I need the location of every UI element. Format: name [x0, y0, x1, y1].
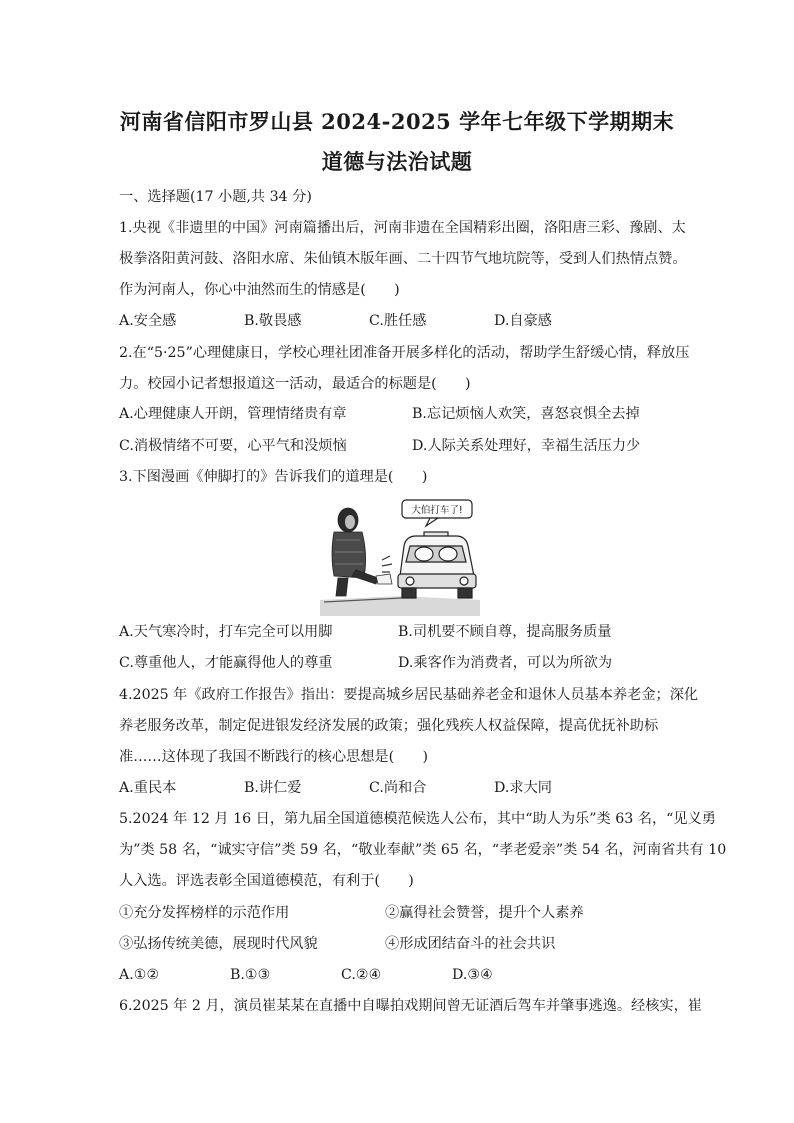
q1-line-3: 作为河南人，你心中油然而生的情感是( ) [119, 282, 400, 298]
cartoon-image [320, 496, 480, 616]
q4-line-2: 养老服务改革，制定促进银发经济发展的政策；强化残疾人权益保障，提高优抚补助标 [119, 718, 659, 734]
q1-line-1: 1.央视《非遗里的中国》河南篇播出后，河南非遗在全国精彩出圈，洛阳唐三彩、豫剧、太 [119, 220, 686, 236]
q6-line-1: 6.2025 年 2 月，演员崔某某在直播中自曝拍戏期间曾无证酒后驾车并肇事逃逸。经核实，崔 [119, 998, 702, 1014]
q5-option-d: D.③④ [452, 967, 493, 983]
q5-line-2: 为”类 58 名，“诚实守信”类 59 名，“敬业奉献”类 65 名，“孝老爱亲”类 54 名，河南省共有 10 [119, 842, 727, 858]
q1-option-a: A.安全感 [119, 313, 177, 329]
q4-line-3: 准……这体现了我国不断践行的核心思想是( ) [119, 749, 429, 765]
q5-option-c: C.②④ [341, 967, 382, 983]
q2-line-2: 力。校园小记者想报道这一活动，最适合的标题是( ) [119, 376, 471, 392]
q3-option-a: A.天气寒冷时，打车完全可以用脚 [119, 624, 333, 640]
q5-option-b: B.①③ [230, 967, 271, 983]
q5-statement-3: ③弘扬传统美德，展现时代风貌 [119, 936, 318, 952]
q2-option-a: A.心理健康人开朗，管理情绪贵有章 [119, 406, 347, 422]
cartoon-taxi [398, 532, 476, 598]
q1-option-d: D.自豪感 [494, 313, 552, 329]
q4-line-1: 4.2025 年《政府工作报告》指出：要提高城乡居民基础养老金和退休人员基本养老金；深化 [119, 687, 699, 703]
q4-option-a: A.重民本 [119, 780, 177, 796]
q4-option-b: B.讲仁爱 [244, 780, 302, 796]
q3-line-1: 3.下图漫画《伸脚打的》告诉我们的道理是( ) [119, 469, 428, 485]
q4-option-d: D.求大同 [494, 780, 552, 796]
cartoon-caption: 大伯打车了! [411, 505, 463, 516]
document-title-line1: 河南省信阳市罗山县 2024-2025 学年七年级下学期期末 [119, 109, 675, 134]
q5-line-3: 人入选。评选表彰全国道德模范，有利于( ) [119, 873, 414, 889]
q3-option-c: C.尊重他人，才能赢得他人的尊重 [119, 655, 333, 671]
q5-statement-4: ④形成团结奋斗的社会共识 [385, 936, 556, 952]
q2-option-c: C.消极情绪不可要，心平气和没烦恼 [119, 438, 347, 454]
q2-option-d: D.人际关系处理好，幸福生活压力少 [412, 438, 641, 454]
section-heading: 一、选择题(17 小题,共 34 分) [119, 189, 312, 205]
cartoon-road [320, 596, 480, 616]
q1-line-2: 极拳洛阳黄河鼓、洛阳水席、朱仙镇木版年画、二十四节气地坑院等，受到人们热情点赞。 [119, 251, 687, 267]
q3-option-d: D.乘客作为消费者，可以为所欲为 [398, 655, 613, 671]
q2-line-1: 2.在“5·25”心理健康日，学校心理社团准备开展多样化的活动，帮助学生舒缓心情，释放压 [119, 345, 690, 361]
q5-statement-1: ①充分发挥榜样的示范作用 [119, 905, 290, 921]
q5-line-1: 5.2024 年 12 月 16 日，第九届全国道德模范候选人公布，其中“助人为乐”类 63 名，“见义勇 [119, 811, 716, 827]
q3-option-b: B.司机要不顾自尊，提高服务质量 [398, 624, 612, 640]
q5-statement-2: ②赢得社会赞誉，提升个人素养 [385, 905, 584, 921]
q1-option-b: B.敬畏感 [244, 313, 302, 329]
q4-option-c: C.尚和合 [369, 780, 427, 796]
document-title-line2: 道德与法治试题 [321, 149, 473, 174]
q5-option-a: A.①② [119, 967, 160, 983]
q2-option-b: B.忘记烦恼人欢笑，喜怒哀惧全去掉 [412, 406, 640, 422]
q1-option-c: C.胜任感 [369, 313, 427, 329]
